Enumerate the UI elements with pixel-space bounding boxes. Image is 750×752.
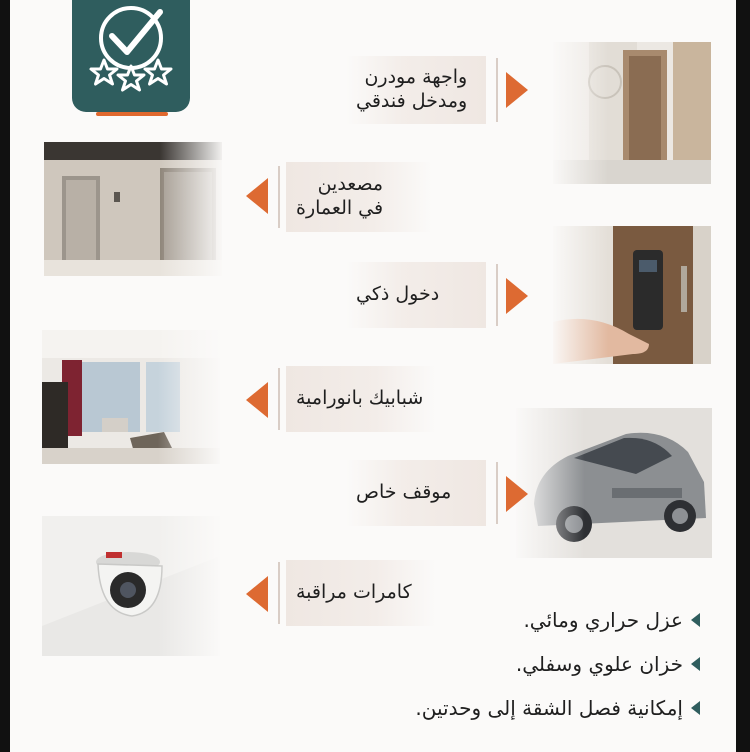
- feature-label-facade: [346, 56, 486, 124]
- arrow-right-icon: [506, 476, 528, 512]
- arrow-right-icon: [506, 72, 528, 108]
- arrow-left-icon: [246, 178, 268, 214]
- feature-text: مصعدين في العمارة: [296, 173, 384, 219]
- list-item-text: إمكانية فصل الشقة إلى وحدتين.: [415, 696, 683, 720]
- feature-text: كامرات مراقبة: [296, 581, 412, 604]
- list-item: [415, 686, 700, 730]
- right-border: [736, 0, 750, 752]
- arrow-left-icon: [246, 382, 268, 418]
- windows-photo: [42, 330, 220, 464]
- list-item: [415, 598, 700, 642]
- arrow-right-icon: [506, 278, 528, 314]
- feature-label-smart-entry: [346, 262, 486, 328]
- extra-features-list: [415, 598, 700, 730]
- check-stars-icon: [72, 0, 190, 112]
- list-item-text: عزل حراري ومائي.: [523, 608, 683, 632]
- bullet-triangle-icon: [691, 657, 700, 671]
- divider-line: [496, 462, 498, 524]
- logo-badge: [72, 0, 190, 112]
- feature-label-elevators: [286, 162, 432, 232]
- feature-text: واجهة مودرن ومدخل فندقي: [356, 66, 468, 112]
- feature-label-parking: [346, 460, 486, 526]
- left-border: [0, 0, 10, 752]
- list-item-text: خزان علوي وسفلي.: [515, 652, 683, 676]
- bullet-triangle-icon: [691, 613, 700, 627]
- feature-label-cameras: [286, 560, 436, 626]
- parking-photo: [516, 408, 712, 558]
- features-page: [10, 0, 736, 752]
- divider-line: [496, 58, 498, 122]
- feature-text: دخول ذكي: [356, 283, 440, 306]
- facade-photo: [553, 42, 711, 184]
- elevators-photo: [44, 142, 222, 276]
- divider-line: [278, 368, 280, 430]
- divider-line: [496, 264, 498, 326]
- camera-photo: [42, 516, 220, 656]
- feature-label-windows: [286, 366, 436, 432]
- smart-lock-photo: [553, 226, 711, 364]
- bullet-triangle-icon: [691, 701, 700, 715]
- feature-text: موقف خاص: [356, 481, 452, 504]
- logo-underline: [96, 112, 168, 116]
- feature-text: شبابيك بانورامية: [296, 387, 424, 410]
- divider-line: [278, 562, 280, 624]
- divider-line: [278, 166, 280, 228]
- arrow-left-icon: [246, 576, 268, 612]
- list-item: [415, 642, 700, 686]
